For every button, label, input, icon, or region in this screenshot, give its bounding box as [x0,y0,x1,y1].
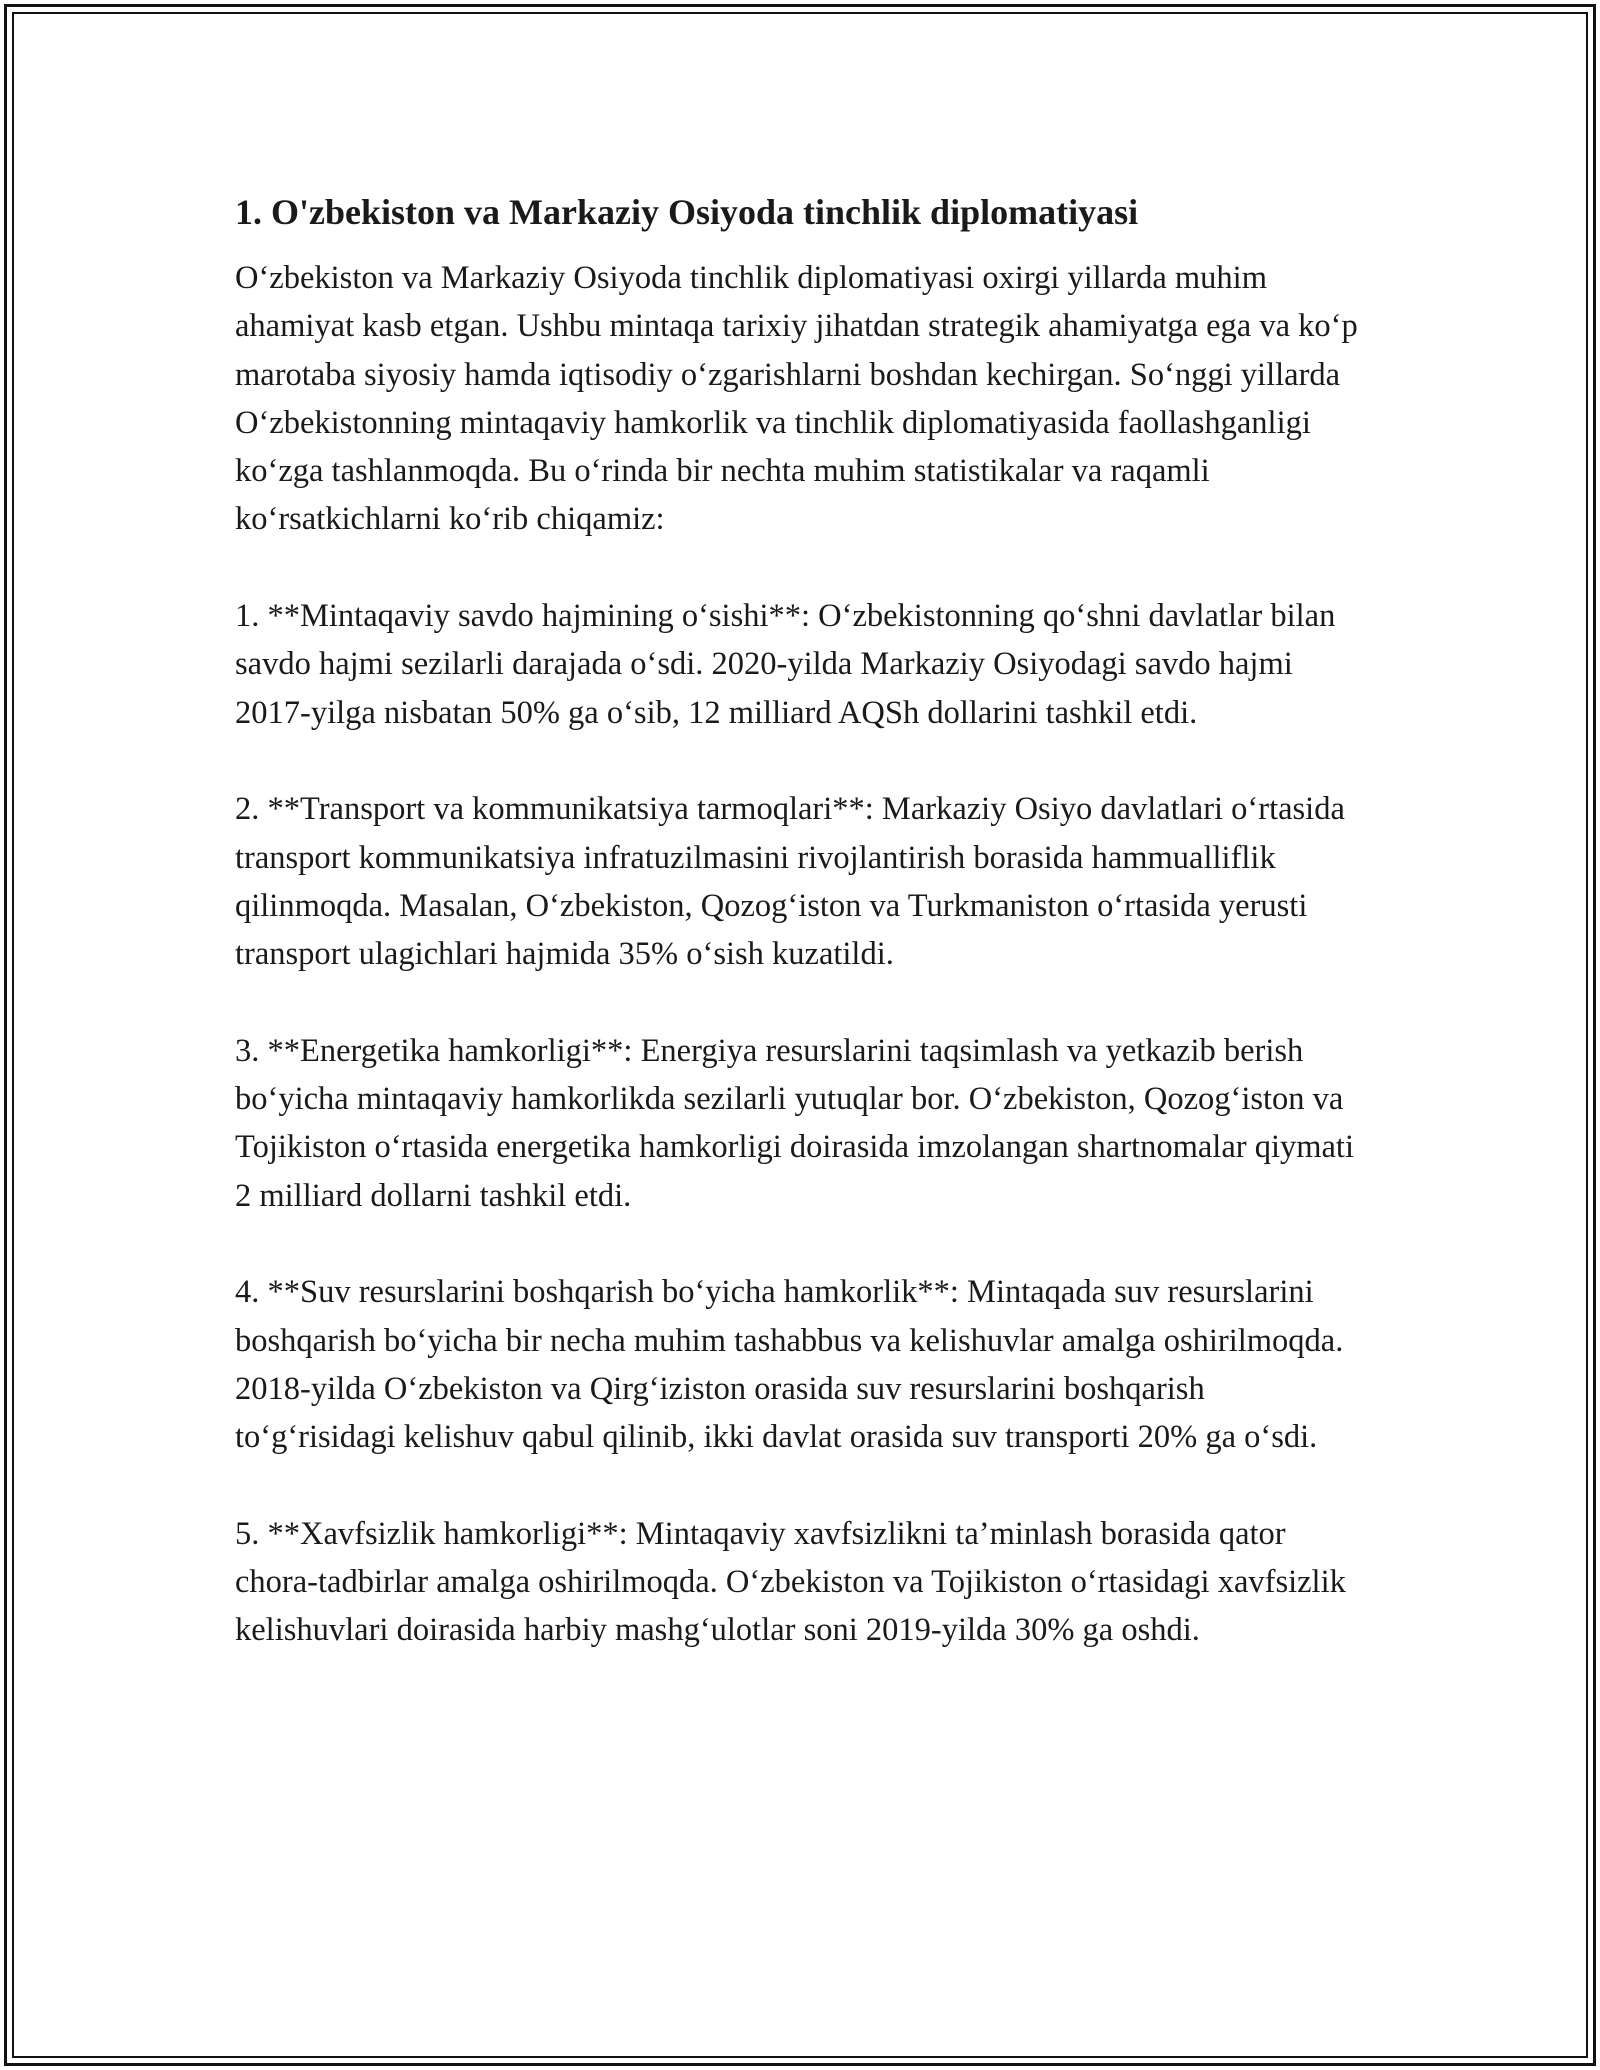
list-item: 5. **Xavfsizlik hamkorligi**: Mintaqaviy xavfsizlikni ta’minlash borasida qator chora-tadbirlar amalga oshirilmoqda. O‘zbekiston va Tojikiston o‘rtasidagi xavfsizlik kelishuvlari doirasida harbiy mashg‘ulotlar soni 2019-yilda 30% ga oshdi. [235,1515,1346,1649]
list-item: 4. **Suv resurslarini boshqarish bo‘yicha hamkorlik**: Mintaqada suv resurslarini boshqarish bo‘yicha bir necha muhim tashabbus va kelishuvlar amalga oshirilmoqda. 2018-yilda O‘zbekiston va Qirg‘iziston orasida suv resurslarini boshqarish to‘g‘risidagi kelishuv qabul qilinib, ikki davlat orasida suv transporti 20% ga o‘sdi. [235,1274,1344,1456]
document-body [235,188,1370,1703]
list-item: 2. **Transport va kommunikatsiya tarmoqlari**: Markaziy Osiyo davlatlari o‘rtasida transport kommunikatsiya infratuzilmasini rivojlantirish borasida hammualliflik qilinmoqda. Masalan, O‘zbekiston, Qozog‘iston va Turkmaniston o‘rtasida yerusti transport ulagichlari hajmida 35% o‘sish kuzatildi. [235,791,1345,973]
list-item: 1. **Mintaqaviy savdo hajmining o‘sishi**: O‘zbekistonning qo‘shni davlatlar bilan savdo hajmi sezilarli darajada o‘sdi. 2020-yilda Markaziy Osiyodagi savdo hajmi 2017-yilga nisbatan 50% ga o‘sib, 12 milliard AQSh dollarini tashkil etdi. [235,598,1336,731]
document-title: 1. O'zbekiston va Markaziy Osiyoda tinchlik diplomatiyasi [235,192,1139,232]
intro-paragraph: O‘zbekiston va Markaziy Osiyoda tinchlik diplomatiyasi oxirgi yillarda muhim ahamiyat kasb etgan. Ushbu mintaqa tarixiy jihatdan strategik ahamiyatga ega va ko‘p marotaba siyosiy hamda iqtisodiy o‘zgarishlarni boshdan kechirgan. So‘nggi yillarda O‘zbekistonning mintaqaviy hamkorlik va tinchlik diplomatiyasida faollashganligi ko‘zga tashlanmoqda. Bu o‘rinda bir nechta muhim statistikalar va raqamli ko‘rsatkichlarni ko‘rib chiqamiz: [235,260,1358,538]
list-item: 3. **Energetika hamkorligi**: Energiya resurslarini taqsimlash va yetkazib berish bo‘yicha mintaqaviy hamkorlikda sezilarli yutuqlar bor. O‘zbekiston, Qozog‘iston va Tojikiston o‘rtasida energetika hamkorligi doirasida imzolangan shartnomalar qiymati 2 milliard dollarni tashkil etdi. [235,1032,1354,1214]
